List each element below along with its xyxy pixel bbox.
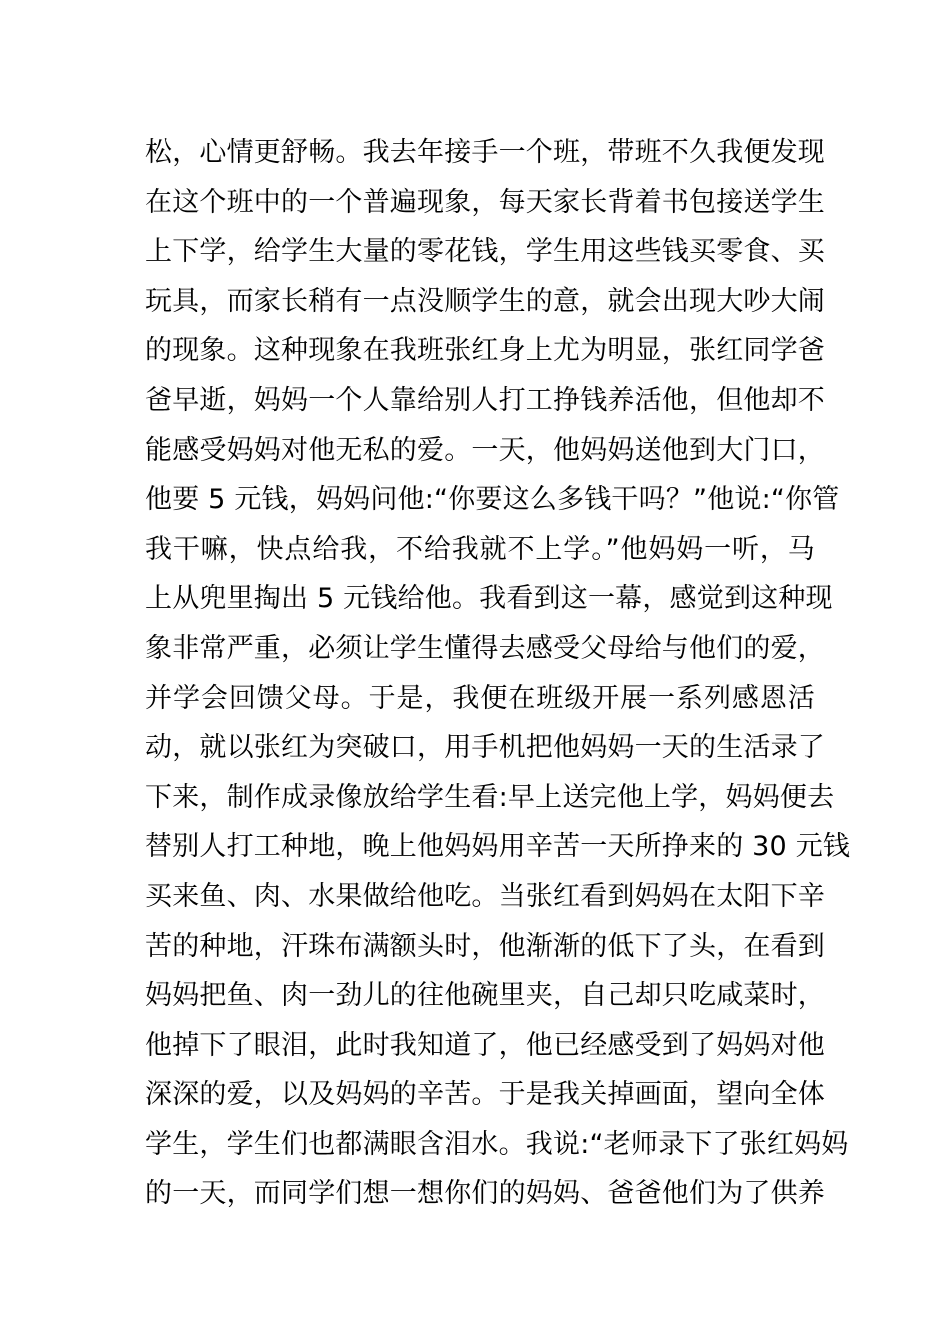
text-line: 上从兜里掏出 5 元钱给他。我看到这一幕，感觉到这种现 [145,583,833,615]
text-line: 学生，学生们也都满眼含泪水。我说:“老师录下了张红妈妈 [145,1128,849,1160]
text-line: 动，就以张红为突破口，用手机把他妈妈一天的生活录了 [145,732,825,764]
text-line: 上下学，给学生大量的零花钱，学生用这些钱买零食、买 [145,236,825,268]
text-line: 并学会回馈父母。于是，我便在班级开展一系列感恩活 [145,682,815,714]
text-line: 苦的种地，汗珠布满额头时，他渐渐的低下了头，在看到 [145,930,825,962]
text-line: 的一天，而同学们想一想你们的妈妈、爸爸他们为了供养 [145,1178,825,1210]
text-line: 在这个班中的一个普遍现象，每天家长背着书包接送学生 [145,186,825,218]
text-line: 的现象。这种现象在我班张红身上尤为明显，张红同学爸 [145,335,825,367]
text-line: 象非常严重，必须让学生懂得去感受父母给与他们的爱， [145,632,825,664]
body-paragraph [145,128,851,1219]
text-line: 他要 5 元钱，妈妈问他:“你要这么多钱干吗？”他说:“你管 [145,484,840,516]
text-line: 松，心情更舒畅。我去年接手一个班，带班不久我便发现 [145,137,825,168]
text-line: 能感受妈妈对他无私的爱。一天，他妈妈送他到大门口， [145,434,825,466]
text-line: 爸早逝，妈妈一个人靠给别人打工挣钱养活他，但他却不 [145,384,825,416]
text-line: 玩具，而家长稍有一点没顺学生的意，就会出现大吵大闹 [145,285,825,317]
text-line: 买来鱼、肉、水果做给他吃。当张红看到妈妈在太阳下辛 [145,880,825,912]
text-line: 下来，制作成录像放给学生看:早上送完他上学，妈妈便去 [145,781,835,813]
text-line: 替别人打工种地，晚上他妈妈用辛苦一天所挣来的 30 元钱 [145,831,851,863]
text-line: 深深的爱，以及妈妈的辛苦。于是我关掉画面，望向全体 [145,1079,825,1111]
text-line: 妈妈把鱼、肉一劲儿的往他碗里夹，自己却只吃咸菜时， [145,980,825,1012]
text-line: 我干嘛，快点给我，不给我就不上学。”他妈妈一听，马 [145,533,815,565]
text-line: 他掉下了眼泪，此时我知道了，他已经感受到了妈妈对他 [145,1029,825,1061]
